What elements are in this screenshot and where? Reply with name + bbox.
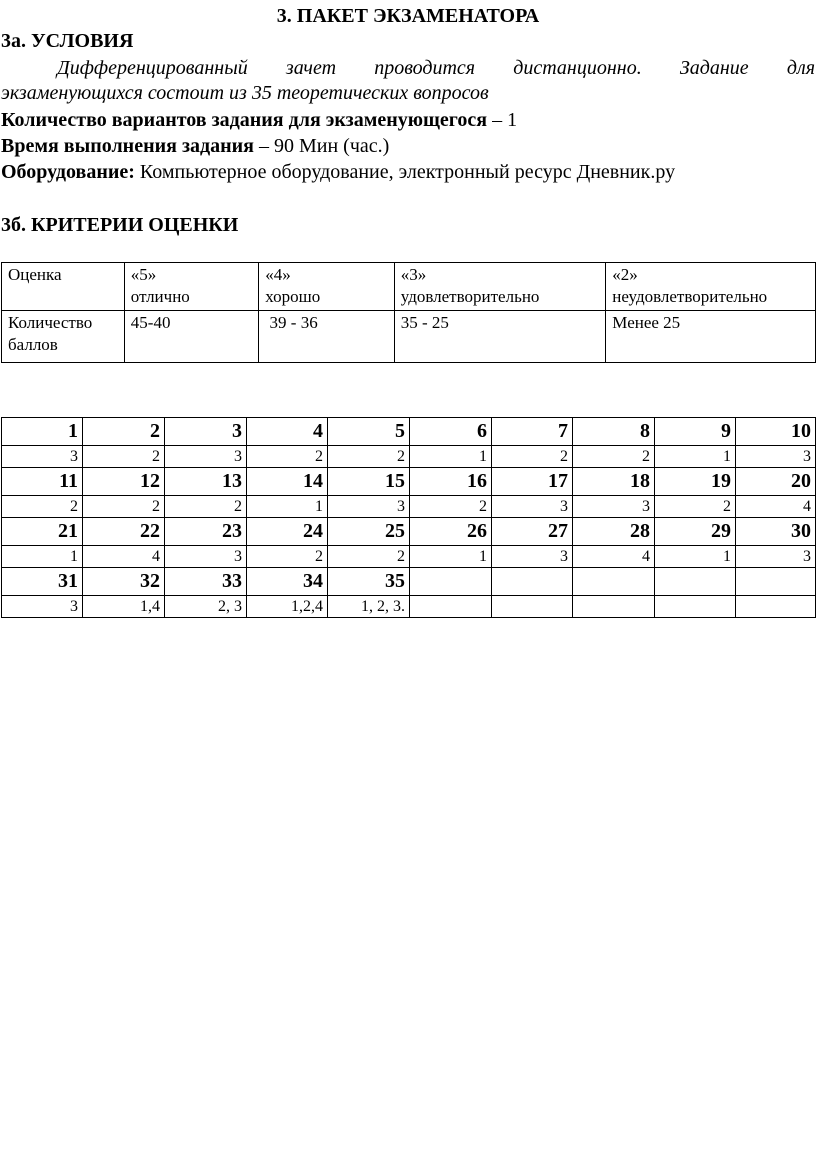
answer-value-cell: 2 bbox=[573, 446, 655, 468]
answer-value-cell: 4 bbox=[83, 546, 165, 568]
answer-value-cell: 2 bbox=[247, 446, 328, 468]
conditions-intro-line1: Дифференцированный зачет проводится дистанционно. Задание для bbox=[57, 57, 815, 79]
question-number-cell: 5 bbox=[328, 418, 410, 446]
answer-value-cell: 2 bbox=[247, 546, 328, 568]
question-number-cell: 22 bbox=[83, 518, 165, 546]
answer-value-cell: 2 bbox=[410, 496, 492, 518]
answer-value-cell bbox=[655, 596, 736, 618]
answer-value-row bbox=[2, 496, 816, 518]
question-number-cell: 6 bbox=[410, 418, 492, 446]
question-number-cell: 15 bbox=[328, 468, 410, 496]
grade-name: неудовлетворительно bbox=[612, 287, 768, 306]
answer-value-cell bbox=[573, 596, 655, 618]
answer-value-cell bbox=[492, 596, 573, 618]
points-label-line1: Количество bbox=[8, 313, 93, 332]
answer-value-row bbox=[2, 546, 816, 568]
grade-cell bbox=[394, 263, 606, 311]
question-number-cell: 18 bbox=[573, 468, 655, 496]
equipment-line bbox=[1, 160, 675, 184]
question-number-cell: 3 bbox=[165, 418, 247, 446]
question-number-cell: 21 bbox=[2, 518, 83, 546]
answer-value-cell: 2 bbox=[655, 496, 736, 518]
answer-value-cell: 2 bbox=[492, 446, 573, 468]
question-number-cell: 13 bbox=[165, 468, 247, 496]
answer-value-cell: 1 bbox=[247, 496, 328, 518]
grade-cell bbox=[606, 263, 816, 311]
question-number-cell: 7 bbox=[492, 418, 573, 446]
answer-value-row bbox=[2, 596, 816, 618]
question-number-cell: 12 bbox=[83, 468, 165, 496]
points-label-line2: баллов bbox=[8, 335, 58, 354]
answer-value-cell: 2 bbox=[83, 446, 165, 468]
answer-value-cell: 4 bbox=[573, 546, 655, 568]
question-number-row bbox=[2, 568, 816, 596]
grade-mark: «4» bbox=[265, 265, 291, 284]
criteria-points-row bbox=[2, 311, 816, 363]
time-label: Время выполнения задания bbox=[1, 135, 254, 157]
question-number-cell: 25 bbox=[328, 518, 410, 546]
answer-value-row bbox=[2, 446, 816, 468]
question-number-cell: 19 bbox=[655, 468, 736, 496]
answer-value-cell: 3 bbox=[492, 496, 573, 518]
question-number-cell: 35 bbox=[328, 568, 410, 596]
conditions-heading: 3а. УСЛОВИЯ bbox=[1, 30, 134, 52]
grade-name: отлично bbox=[130, 287, 190, 306]
question-number-cell: 17 bbox=[492, 468, 573, 496]
variants-line bbox=[1, 108, 517, 132]
answer-value-cell: 2, 3 bbox=[165, 596, 247, 618]
points-label-cell bbox=[2, 311, 125, 363]
equipment-value: Компьютерное оборудование, электронный ресурс Дневник.ру bbox=[139, 161, 676, 183]
grade-label: Оценка bbox=[8, 265, 62, 284]
question-number-cell: 34 bbox=[247, 568, 328, 596]
answer-value-cell: 1 bbox=[410, 546, 492, 568]
points-cell: 45-40 bbox=[124, 311, 259, 363]
answer-value-cell: 1 bbox=[2, 546, 83, 568]
answer-value-cell: 1,2,4 bbox=[247, 596, 328, 618]
answer-value-cell: 3 bbox=[573, 496, 655, 518]
variants-value: – 1 bbox=[492, 109, 518, 131]
question-number-cell: 31 bbox=[2, 568, 83, 596]
answer-value-cell: 3 bbox=[2, 596, 83, 618]
question-number-cell: 14 bbox=[247, 468, 328, 496]
page-title: 3. ПАКЕТ ЭКЗАМЕНАТОРА bbox=[276, 5, 540, 27]
answer-value-cell: 1, 2, 3. bbox=[328, 596, 410, 618]
question-number-cell: 27 bbox=[492, 518, 573, 546]
points-cell: Менее 25 bbox=[606, 311, 816, 363]
answer-value-cell: 3 bbox=[165, 446, 247, 468]
question-number-cell: 28 bbox=[573, 518, 655, 546]
time-line bbox=[1, 134, 389, 158]
question-number-cell: 23 bbox=[165, 518, 247, 546]
question-number-cell: 1 bbox=[2, 418, 83, 446]
conditions-intro-line2: экзаменующихся состоит из 35 теоретических вопросов bbox=[1, 82, 489, 104]
grade-label-cell bbox=[2, 263, 125, 311]
question-number-cell: 20 bbox=[736, 468, 816, 496]
question-number-cell: 26 bbox=[410, 518, 492, 546]
answer-value-cell: 1 bbox=[410, 446, 492, 468]
question-number-cell: 8 bbox=[573, 418, 655, 446]
grade-cell bbox=[124, 263, 259, 311]
answer-key-table bbox=[1, 417, 816, 618]
answer-value-cell: 3 bbox=[492, 546, 573, 568]
answer-value-cell: 3 bbox=[328, 496, 410, 518]
question-number-cell: 16 bbox=[410, 468, 492, 496]
criteria-heading: 3б. КРИТЕРИИ ОЦЕНКИ bbox=[1, 214, 239, 236]
question-number-cell: 11 bbox=[2, 468, 83, 496]
answer-value-cell: 2 bbox=[2, 496, 83, 518]
answer-value-cell: 2 bbox=[83, 496, 165, 518]
time-value: – 90 Мин (час.) bbox=[258, 135, 390, 157]
answer-value-cell: 1 bbox=[655, 546, 736, 568]
question-number-cell: 4 bbox=[247, 418, 328, 446]
grade-name: удовлетворительно bbox=[400, 287, 540, 306]
answer-value-cell: 3 bbox=[736, 446, 816, 468]
question-number-cell bbox=[655, 568, 736, 596]
criteria-grade-row bbox=[2, 263, 816, 311]
question-number-cell bbox=[573, 568, 655, 596]
answer-value-cell: 1,4 bbox=[83, 596, 165, 618]
question-number-cell bbox=[410, 568, 492, 596]
answer-value-cell: 3 bbox=[2, 446, 83, 468]
answer-value-cell: 3 bbox=[736, 546, 816, 568]
answer-value-cell: 1 bbox=[655, 446, 736, 468]
answer-value-cell bbox=[736, 596, 816, 618]
answer-value-cell bbox=[410, 596, 492, 618]
answer-value-cell: 2 bbox=[165, 496, 247, 518]
grade-mark: «5» bbox=[130, 265, 157, 284]
question-number-cell: 32 bbox=[83, 568, 165, 596]
grade-cell bbox=[259, 263, 394, 311]
answer-value-cell: 2 bbox=[328, 546, 410, 568]
question-number-cell: 2 bbox=[83, 418, 165, 446]
question-number-cell: 24 bbox=[247, 518, 328, 546]
question-number-row bbox=[2, 468, 816, 496]
question-number-cell: 9 bbox=[655, 418, 736, 446]
criteria-table bbox=[1, 262, 816, 363]
grade-mark: «3» bbox=[400, 265, 427, 284]
question-number-row bbox=[2, 518, 816, 546]
question-number-row bbox=[2, 418, 816, 446]
question-number-cell bbox=[736, 568, 816, 596]
grade-name: хорошо bbox=[265, 287, 321, 306]
question-number-cell bbox=[492, 568, 573, 596]
points-cell: 39 - 36 bbox=[259, 311, 394, 363]
points-cell: 35 - 25 bbox=[394, 311, 606, 363]
question-number-cell: 33 bbox=[165, 568, 247, 596]
answer-value-cell: 3 bbox=[165, 546, 247, 568]
equipment-label: Оборудование: bbox=[1, 161, 135, 183]
question-number-cell: 30 bbox=[736, 518, 816, 546]
conditions-intro bbox=[1, 56, 815, 106]
answer-value-cell: 2 bbox=[328, 446, 410, 468]
answer-value-cell: 4 bbox=[736, 496, 816, 518]
variants-label: Количество вариантов задания для экзаменующегося bbox=[1, 109, 488, 131]
grade-mark: «2» bbox=[612, 265, 638, 284]
question-number-cell: 29 bbox=[655, 518, 736, 546]
question-number-cell: 10 bbox=[736, 418, 816, 446]
